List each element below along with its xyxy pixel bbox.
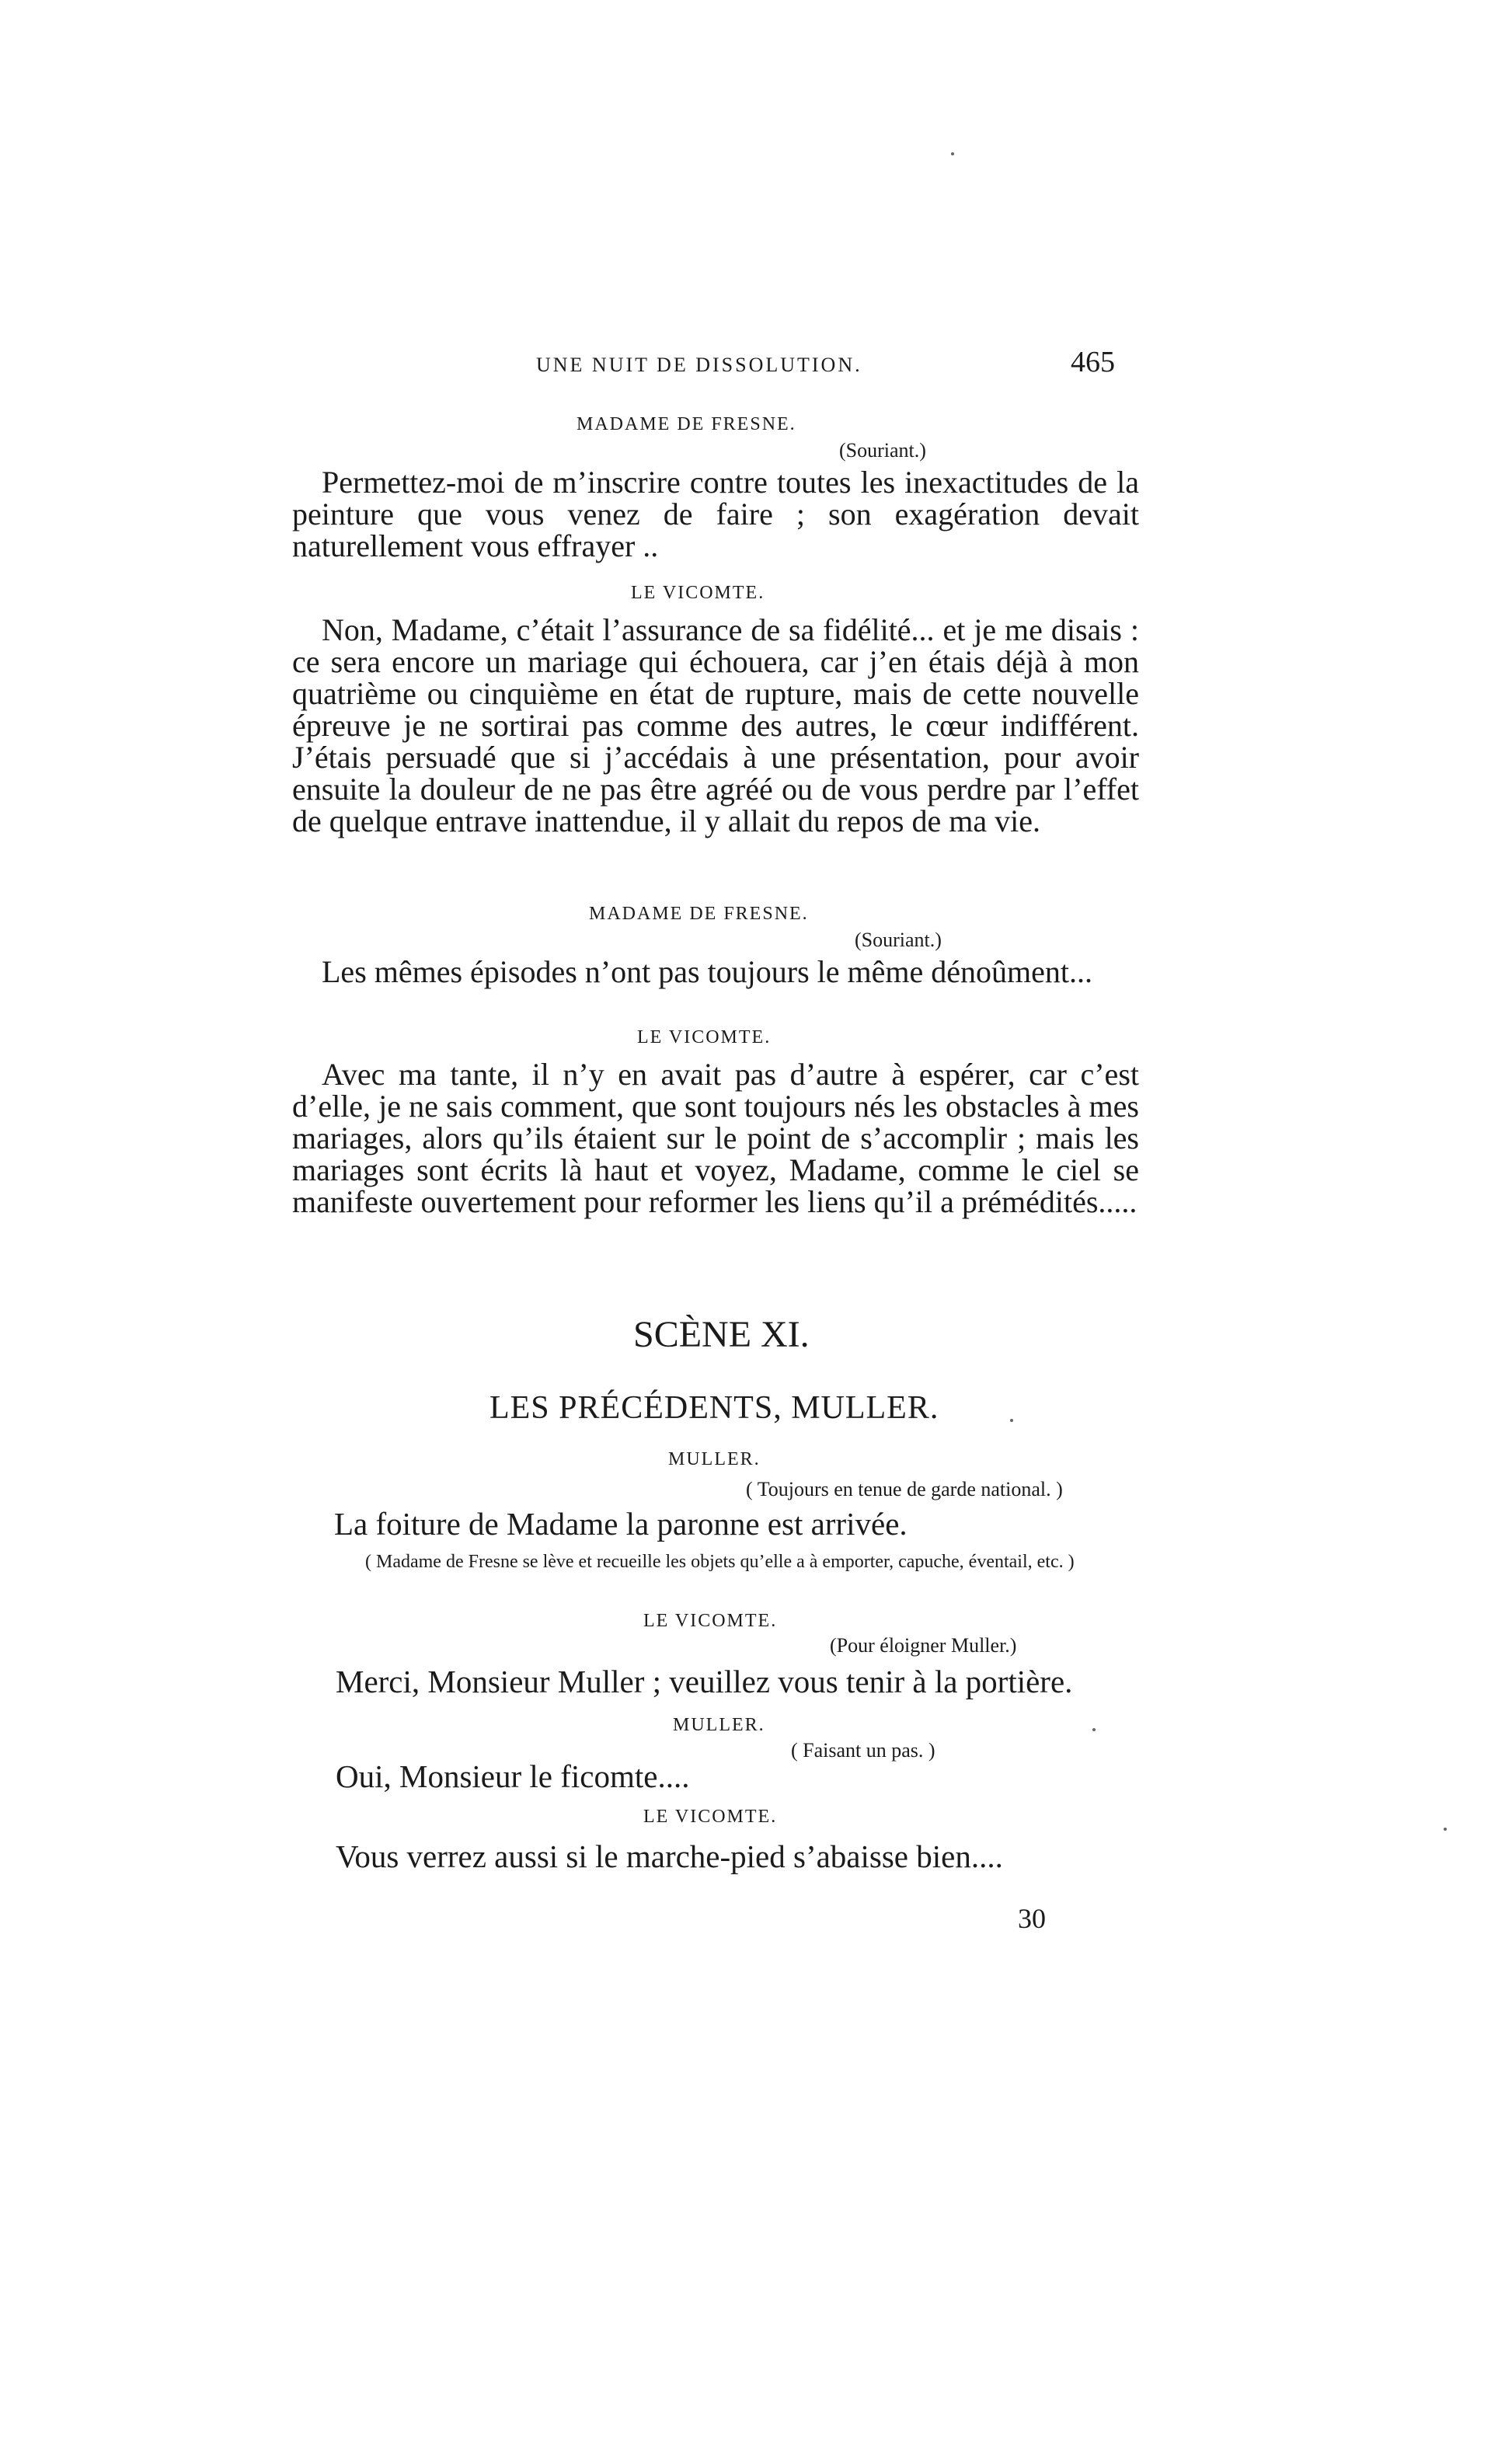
scene-characters: LES PRÉCÉDENTS, MULLER. bbox=[489, 1390, 939, 1426]
stage-direction: (Souriant.) bbox=[855, 929, 942, 951]
scan-speck bbox=[1092, 1728, 1096, 1731]
page-number: 465 bbox=[1071, 346, 1115, 378]
stage-direction-block: ( Madame de Fresne se lève et recueille les objets qu’elle a à emporter, capuche, éventail, etc. ) bbox=[365, 1552, 1075, 1572]
speech-line: Oui, Monsieur le ficomte.... bbox=[336, 1758, 690, 1794]
stage-direction: (Pour éloigner Muller.) bbox=[830, 1634, 1017, 1657]
speaker-le-vicomte: LE VICOMTE. bbox=[637, 1027, 772, 1047]
speech-paragraph: Les mêmes épisodes n’ont pas toujours le même dénoûment... bbox=[322, 954, 1093, 989]
scan-speck bbox=[951, 152, 954, 155]
speech-line: Vous verrez aussi si le marche-pied s’abaisse bien.... bbox=[336, 1838, 1003, 1874]
running-head: UNE NUIT DE DISSOLUTION. bbox=[536, 354, 862, 376]
speech-paragraph: Permettez-moi de m’inscrire contre toutes les inexactitudes de la peinture que vous venez de faire ; son exagération devait naturellement vous effrayer .. bbox=[292, 465, 1139, 563]
stage-direction: ( Faisant un pas. ) bbox=[791, 1739, 935, 1762]
speech-line: Merci, Monsieur Muller ; veuillez vous tenir à la portière. bbox=[336, 1664, 1073, 1699]
stage-direction: ( Toujours en tenue de garde national. ) bbox=[746, 1478, 1063, 1500]
speech-paragraph: Non, Madame, c’était l’assurance de sa fidélité... et je me disais : ce sera encore un mariage qui échouera, car j’en étais déjà à mon quatrième ou cinquième en état de rupture, mais de cette nouvelle épreuve je ne sortirai pas comme des autres, le cœur indifférent. J’étais persuadé que si j’accédais à une présentation, pour avoir ensuite la douleur de ne pas être agréé ou de vous perdre par l’effet de quelque entrave inattendue, il y allait du repos de ma vie. bbox=[292, 612, 1139, 838]
signature-number: 30 bbox=[1018, 1903, 1046, 1934]
speaker-madame-de-fresne: MADAME DE FRESNE. bbox=[589, 904, 809, 924]
speech-line: La foiture de Madame la paronne est arrivée. bbox=[334, 1506, 908, 1542]
speaker-madame-de-fresne: MADAME DE FRESNE. bbox=[577, 414, 796, 434]
speech-paragraph: Avec ma tante, il n’y en avait pas d’autre à espérer, car c’est d’elle, je ne sais comment, que sont toujours nés les obstacles à mes mariages, alors qu’ils étaient sur le point de s’accomplir ; mais les mariages sont écrits là haut et voyez, Madame, comme le ciel se manifeste ouvertement pour reformer les liens qu’il a prémédités..... bbox=[292, 1057, 1139, 1219]
speaker-le-vicomte: LE VICOMTE. bbox=[631, 583, 765, 603]
speaker-le-vicomte: LE VICOMTE. bbox=[643, 1611, 778, 1631]
speaker-le-vicomte: LE VICOMTE. bbox=[643, 1807, 778, 1827]
speaker-muller: MULLER. bbox=[668, 1449, 761, 1469]
speaker-muller: MULLER. bbox=[673, 1715, 765, 1735]
scan-speck bbox=[1010, 1419, 1013, 1422]
scene-title: SCÈNE XI. bbox=[633, 1314, 810, 1355]
stage-direction: (Souriant.) bbox=[839, 439, 926, 462]
scan-speck bbox=[1444, 1828, 1447, 1831]
